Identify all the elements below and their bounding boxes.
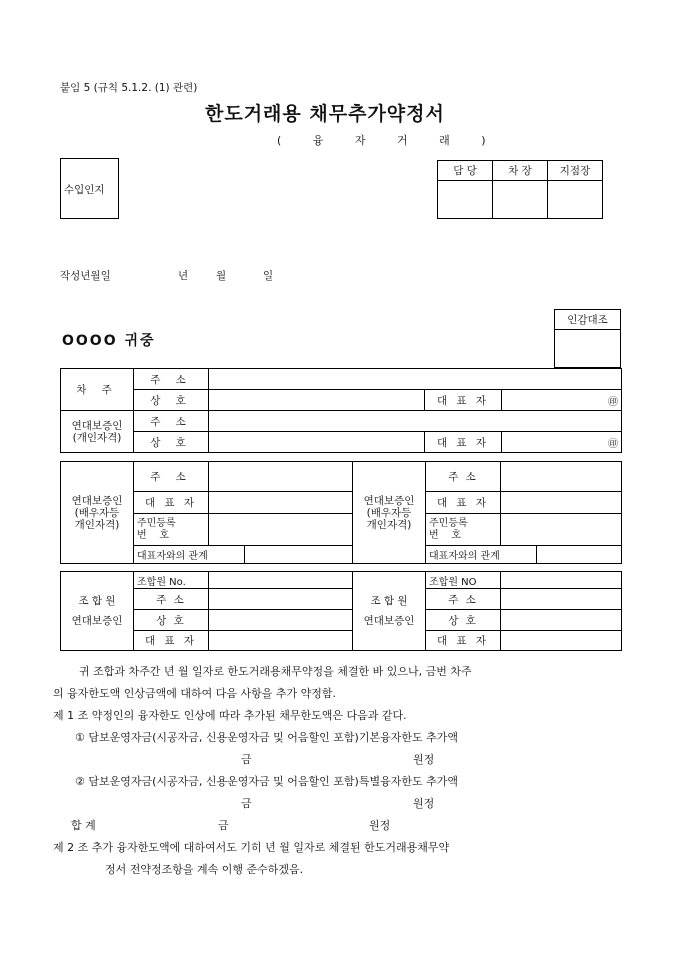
item-2-won-label: 원정 [413,797,435,810]
spouse-guarantor-left-representative-field[interactable] [209,492,353,514]
member-guarantor-left-address-field[interactable] [209,589,353,610]
date-year-label: 년 [178,270,189,282]
individual-guarantor-representative-label: 대 표 자 [425,432,502,453]
item-1-amount-line [57,749,627,771]
article-1: 제 1 조 약정인의 융자한도 인상에 따라 추가된 채무한도액은 다음과 같다. [53,709,407,722]
member-guarantor-right-no-label: 조합원 NO [426,572,501,589]
article-2-line-2: 정서 전약정조항을 계속 이행 준수하겠음. [105,863,304,876]
member-guarantor-right-representative-label: 대 표 자 [426,631,501,651]
approval-table [437,160,603,219]
article-1-item-1: ① 담보운영자금(시공자금, 신용운영자금 및 어음할인 포함)기본융자한도 추가액 [75,731,458,744]
spouse-guarantor-left-address-label: 주 소 [134,462,209,492]
revenue-stamp-box [60,158,119,219]
borrower-seal-mark: ㊞ [502,390,622,411]
member-guarantor-right-address-label: 주 소 [426,589,501,610]
borrower-trade-name-field[interactable] [209,390,425,411]
individual-guarantor-trade-name-field[interactable] [209,432,425,453]
date-day-label: 일 [263,270,274,282]
spouse-guarantor-right-resident-no-field[interactable] [501,514,622,546]
member-guarantor-left-address-label: 주 소 [134,589,209,610]
total-amount-label: 금 [218,819,229,832]
spouse-guarantor-left-resident-no-field[interactable] [209,514,353,546]
item-2-amount-label: 금 [241,797,252,810]
total-label: 합 계 [71,819,96,832]
individual-guarantor-trade-name-label: 상 호 [134,432,209,453]
approval-sign-staff[interactable] [438,181,493,219]
spouse-guarantor-left-relation-field[interactable] [245,546,353,564]
intro-line-1: 귀 조합과 차주간 년 월 일자로 한도거래용채무약정을 체결한 바 있으나, 금번 차주 [79,665,472,678]
approval-header-staff: 담 당 [438,161,493,181]
member-guarantor-right-no-field[interactable] [501,572,622,589]
spouse-guarantor-left-resident-no-label: 주민등록 번 호 [134,514,209,546]
spouse-guarantor-right-address-label: 주 소 [426,462,501,492]
spouse-guarantor-left-address-field[interactable] [209,462,353,492]
annex-reference: 붙임 5 (규칙 5.1.2. (1) 관련) [60,82,198,94]
seal-check-table [554,309,621,368]
member-guarantor-right-label: 조 합 원 연대보증인 [353,572,426,651]
borrower-label: 차 주 [61,369,134,411]
total-won-label: 원정 [369,819,391,832]
member-guarantor-right-representative-field[interactable] [501,631,622,651]
revenue-stamp-label: 수입인지 [64,184,105,196]
date-month-label: 월 [216,270,227,282]
individual-guarantor-address-label: 주 소 [134,411,209,432]
seal-check-area[interactable] [555,330,621,368]
spouse-guarantor-right-label: 연대보증인 (배우자등 개인자격) [353,462,426,564]
individual-guarantor-address-field[interactable] [209,411,622,432]
total-line [57,815,627,837]
spouse-guarantor-left-label: 연대보증인 (배우자등 개인자격) [61,462,134,564]
spouse-guarantor-left-representative-label: 대 표 자 [134,492,209,514]
individual-guarantor-label: 연대보증인 (개인자격) [61,411,134,453]
spouse-guarantor-table [60,461,622,564]
member-guarantor-left-no-label: 조합원 No. [134,572,209,589]
item-1-won-label: 원정 [413,753,435,766]
article-1-item-2: ② 담보운영자금(시공자금, 신용운영자금 및 어음할인 포함)특별융자한도 추가액 [75,775,458,788]
spouse-guarantor-left-relation-label: 대표자와의 관계 [134,546,245,564]
item-2-amount-line [57,793,627,815]
member-guarantor-left-representative-field[interactable] [209,631,353,651]
member-guarantor-right-trade-name-label: 상 호 [426,610,501,631]
borrower-trade-name-label: 상 호 [134,390,209,411]
spouse-guarantor-right-relation-label: 대표자와의 관계 [426,546,537,564]
agreement-body [53,661,627,881]
spouse-guarantor-right-representative-label: 대 표 자 [426,492,501,514]
spouse-guarantor-right-address-field[interactable] [501,462,622,492]
borrower-representative-label: 대 표 자 [425,390,502,411]
document-title: 한도거래용 채무추가약정서 [205,103,445,125]
member-guarantor-right-trade-name-field[interactable] [501,610,622,631]
approval-sign-manager[interactable] [548,181,603,219]
borrower-table [60,368,622,453]
date-label: 작성년월일 [60,270,111,282]
borrower-address-field[interactable] [209,369,622,390]
intro-line-2: 의 융자한도액 인상금액에 대하여 다음 사항을 추가 약정함. [53,687,336,700]
member-guarantor-table [60,571,622,651]
member-guarantor-left-label: 조 합 원 연대보증인 [61,572,134,651]
member-guarantor-left-no-field[interactable] [209,572,353,589]
individual-guarantor-seal-mark: ㊞ [502,432,622,453]
spouse-guarantor-right-resident-no-label: 주민등록 번 호 [426,514,501,546]
borrower-address-label: 주 소 [134,369,209,390]
approval-sign-deputy[interactable] [493,181,548,219]
spouse-guarantor-right-representative-field[interactable] [501,492,622,514]
member-guarantor-left-trade-name-label: 상 호 [134,610,209,631]
member-guarantor-left-trade-name-field[interactable] [209,610,353,631]
approval-header-manager: 지점장 [548,161,603,181]
spouse-guarantor-right-relation-field[interactable] [537,546,622,564]
recipient: OOOO 귀중 [62,333,156,349]
document-subtitle: ( 융 자 거 래 ) [277,134,500,147]
member-guarantor-right-address-field[interactable] [501,589,622,610]
item-1-amount-label: 금 [241,753,252,766]
seal-check-label: 인감대조 [555,310,621,330]
approval-header-deputy: 차 장 [493,161,548,181]
member-guarantor-left-representative-label: 대 표 자 [134,631,209,651]
article-2-line-1: 제 2 조 추가 융자한도액에 대하여서도 기히 년 월 일자로 체결된 한도거래용채무약 [53,841,450,854]
